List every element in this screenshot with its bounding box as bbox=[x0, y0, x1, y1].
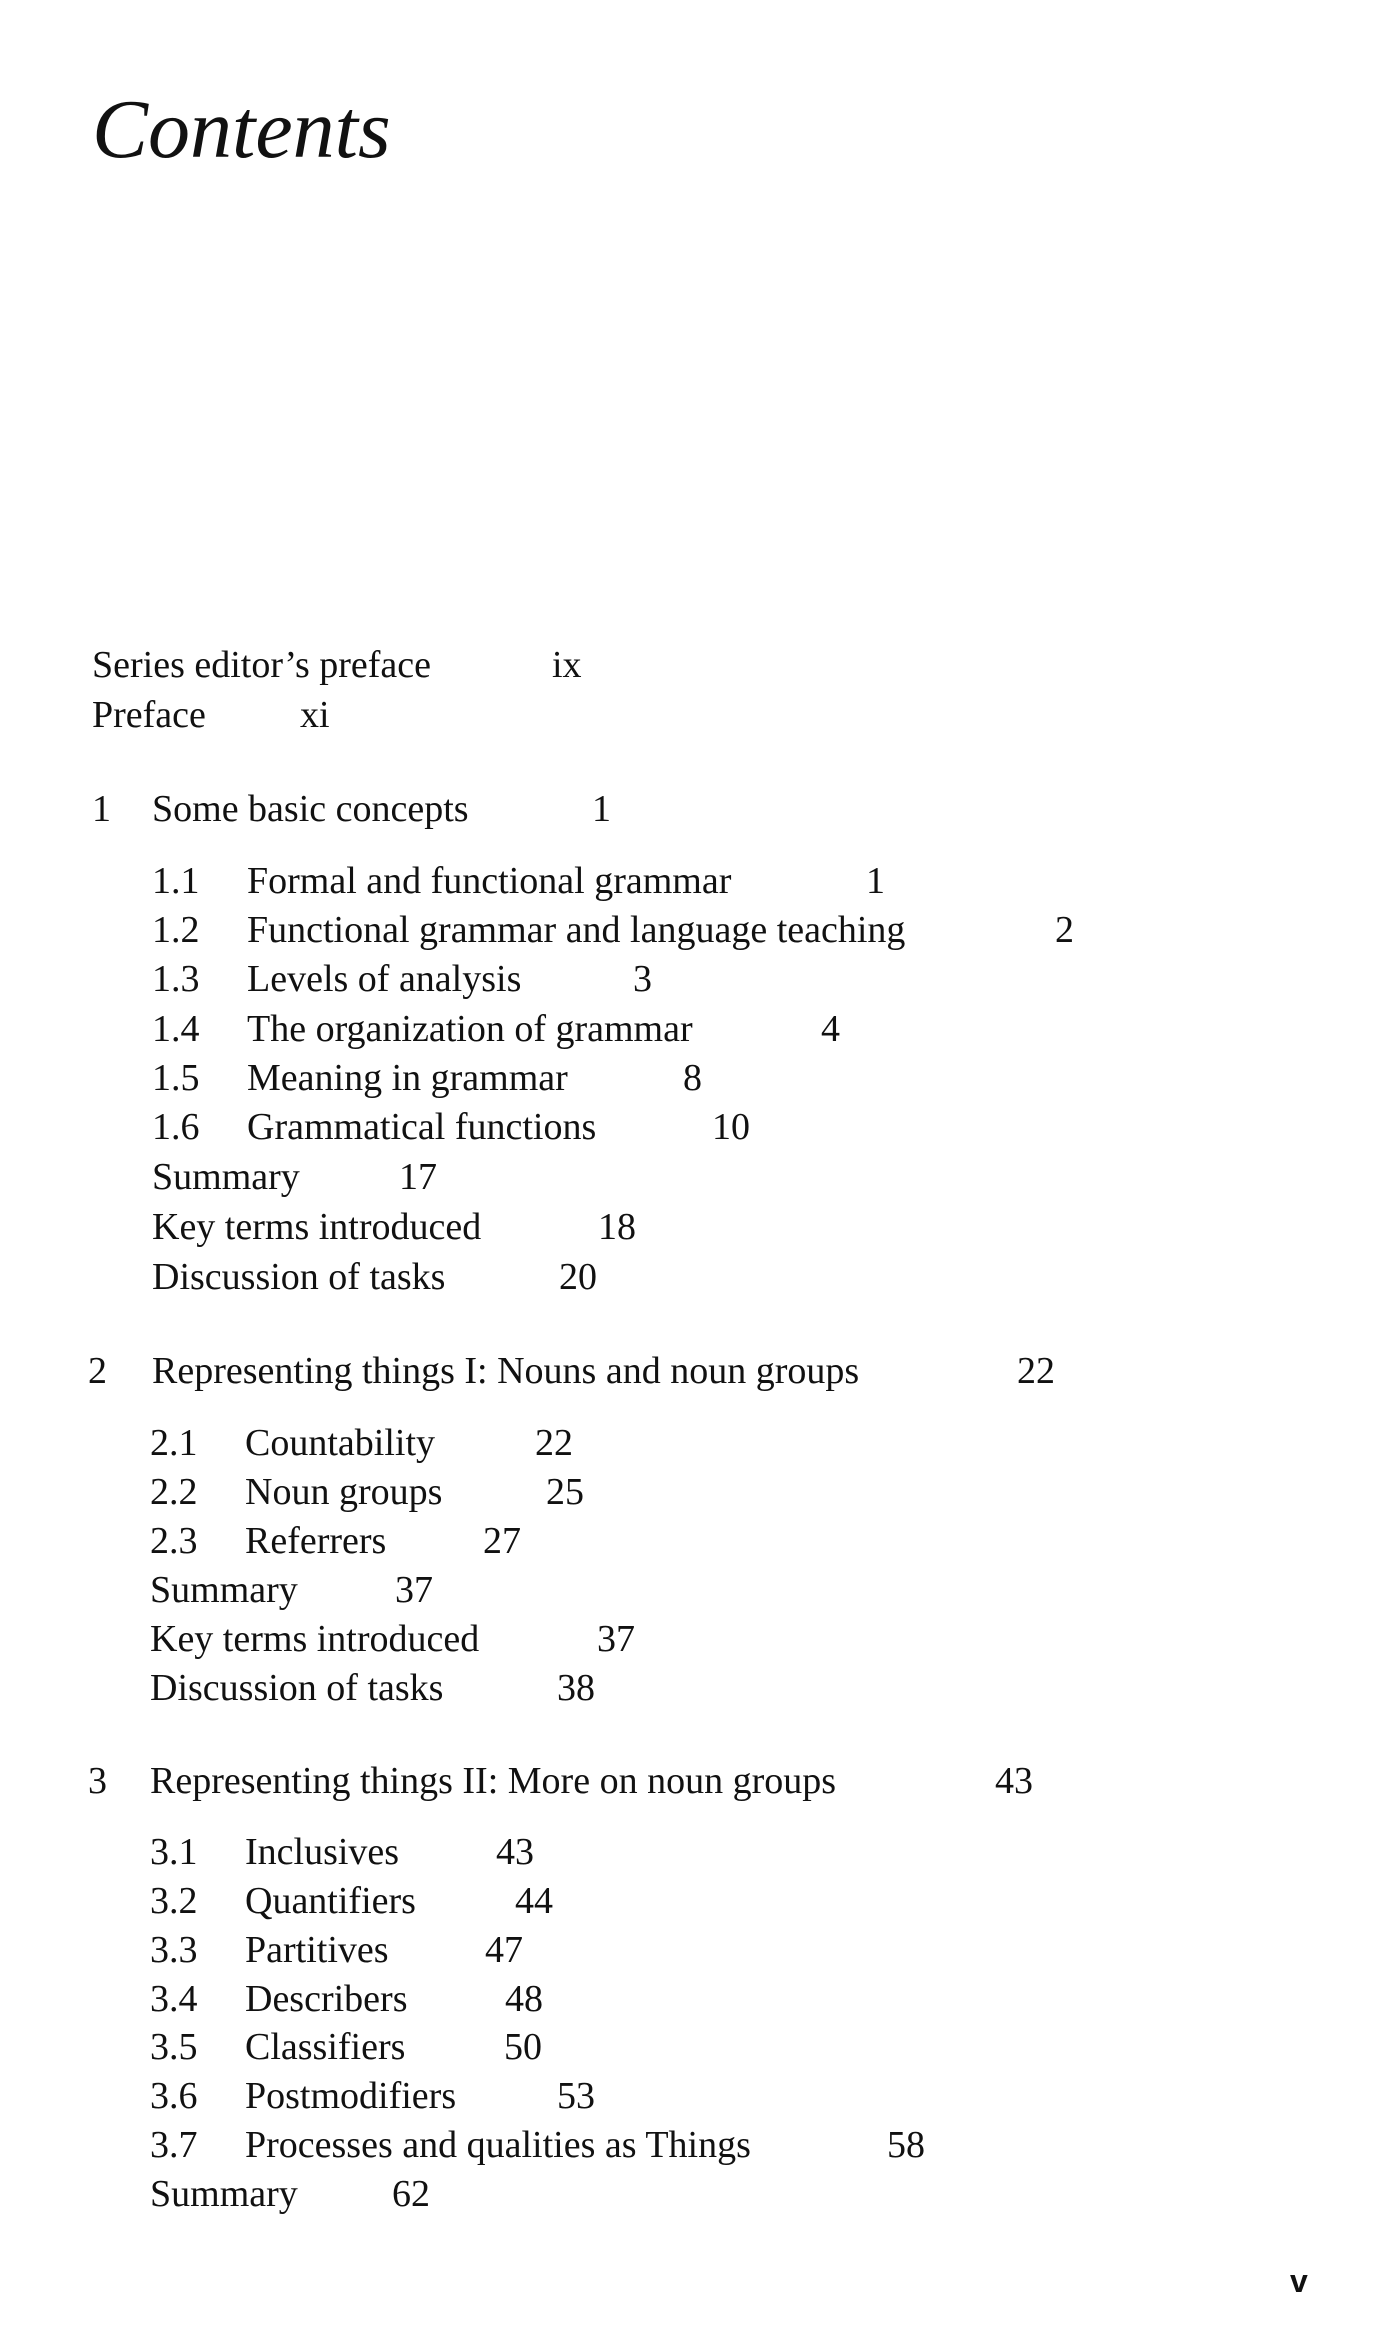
section-title: Inclusives bbox=[245, 1831, 400, 1873]
section-number: 2.1 bbox=[150, 1422, 198, 1464]
section-title: Postmodifiers bbox=[245, 2075, 457, 2117]
section-number: 3.1 bbox=[150, 1831, 198, 1873]
section-number: 3.7 bbox=[150, 2124, 198, 2166]
section-title: Countability bbox=[245, 1422, 435, 1464]
section-title: Describers bbox=[245, 1978, 408, 2020]
extra-title: Summary bbox=[152, 1156, 300, 1198]
section-page: 8 bbox=[683, 1057, 702, 1099]
section-page: 25 bbox=[546, 1471, 584, 1513]
extra-page: 20 bbox=[559, 1256, 597, 1298]
section-title: Levels of analysis bbox=[247, 958, 522, 1000]
chapter-number: 3 bbox=[88, 1760, 107, 1802]
section-page: 22 bbox=[535, 1422, 573, 1464]
extra-page: 17 bbox=[399, 1156, 437, 1198]
section-title: The organization of grammar bbox=[247, 1008, 693, 1050]
section-number: 3.4 bbox=[150, 1978, 198, 2020]
section-number: 3.5 bbox=[150, 2026, 198, 2068]
chapter-title: Some basic concepts bbox=[152, 788, 469, 830]
chapter-title: Representing things II: More on noun groups bbox=[150, 1760, 837, 1802]
section-number: 3.2 bbox=[150, 1880, 198, 1922]
extra-title: Key terms introduced bbox=[152, 1206, 482, 1248]
section-page: 47 bbox=[485, 1929, 523, 1971]
section-page: 53 bbox=[557, 2075, 595, 2117]
chapter-number: 1 bbox=[92, 788, 111, 830]
chapter-number: 2 bbox=[88, 1350, 107, 1392]
section-page: 2 bbox=[1055, 909, 1074, 951]
section-number: 1.3 bbox=[152, 958, 200, 1000]
entry-title: Series editor’s preface bbox=[92, 644, 432, 686]
extra-title: Summary bbox=[150, 2173, 298, 2215]
section-title: Meaning in grammar bbox=[247, 1057, 568, 1099]
section-number: 1.2 bbox=[152, 909, 200, 951]
page-folio: v bbox=[1290, 2263, 1308, 2299]
section-title: Noun groups bbox=[245, 1471, 443, 1513]
section-title: Formal and functional grammar bbox=[247, 860, 732, 902]
section-title: Referrers bbox=[245, 1520, 387, 1562]
extra-page: 18 bbox=[598, 1206, 636, 1248]
section-page: 10 bbox=[712, 1106, 750, 1148]
extra-page: 38 bbox=[557, 1667, 595, 1709]
section-title: Classifiers bbox=[245, 2026, 406, 2068]
section-page: 1 bbox=[866, 860, 885, 902]
section-number: 1.5 bbox=[152, 1057, 200, 1099]
section-number: 2.2 bbox=[150, 1471, 198, 1513]
chapter-page: 22 bbox=[1017, 1350, 1055, 1392]
chapter-page: 43 bbox=[995, 1760, 1033, 1802]
section-number: 1.4 bbox=[152, 1008, 200, 1050]
entry-page: ix bbox=[552, 644, 582, 686]
section-page: 43 bbox=[496, 1831, 534, 1873]
section-number: 2.3 bbox=[150, 1520, 198, 1562]
section-title: Partitives bbox=[245, 1929, 389, 1971]
chapter-title: Representing things I: Nouns and noun groups bbox=[152, 1350, 860, 1392]
extra-title: Discussion of tasks bbox=[152, 1256, 446, 1298]
section-number: 3.6 bbox=[150, 2075, 198, 2117]
section-number: 1.1 bbox=[152, 860, 200, 902]
section-title: Quantifiers bbox=[245, 1880, 416, 1922]
section-number: 3.3 bbox=[150, 1929, 198, 1971]
extra-title: Discussion of tasks bbox=[150, 1667, 444, 1709]
section-page: 27 bbox=[483, 1520, 521, 1562]
section-page: 48 bbox=[505, 1978, 543, 2020]
extra-page: 62 bbox=[392, 2173, 430, 2215]
extra-page: 37 bbox=[597, 1618, 635, 1660]
extra-title: Key terms introduced bbox=[150, 1618, 480, 1660]
chapter-page: 1 bbox=[592, 788, 611, 830]
extra-title: Summary bbox=[150, 1569, 298, 1611]
section-title: Functional grammar and language teaching bbox=[247, 909, 906, 951]
page-title: Contents bbox=[92, 83, 391, 176]
section-title: Processes and qualities as Things bbox=[245, 2124, 751, 2166]
section-page: 3 bbox=[633, 958, 652, 1000]
section-page: 50 bbox=[504, 2026, 542, 2068]
entry-page: xi bbox=[300, 694, 330, 736]
section-page: 58 bbox=[887, 2124, 925, 2166]
section-page: 4 bbox=[821, 1008, 840, 1050]
extra-page: 37 bbox=[395, 1569, 433, 1611]
section-title: Grammatical functions bbox=[247, 1106, 597, 1148]
entry-title: Preface bbox=[92, 694, 206, 736]
section-number: 1.6 bbox=[152, 1106, 200, 1148]
section-page: 44 bbox=[515, 1880, 553, 1922]
